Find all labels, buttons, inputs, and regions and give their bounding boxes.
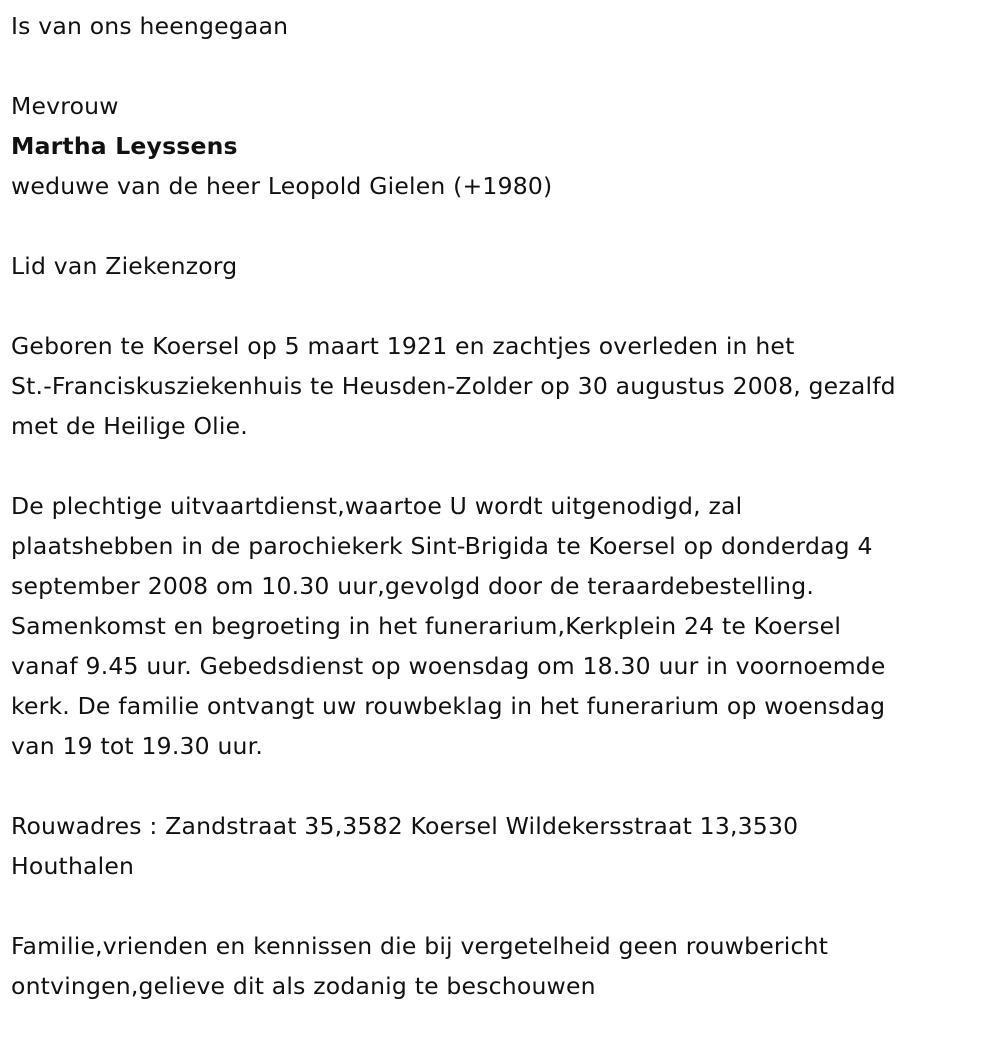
paragraph-line: vanaf 9.45 uur. Gebedsdienst op woensdag om 18.30 uur in voornoemde bbox=[11, 652, 886, 680]
paragraph-line: Geboren te Koersel op 5 maart 1921 en zachtjes overleden in het bbox=[11, 332, 795, 360]
funeral-paragraph bbox=[11, 486, 996, 766]
paragraph-line: Familie,vrienden en kennissen die bij vergetelheid geen rouwbericht bbox=[11, 932, 829, 960]
closing-paragraph bbox=[11, 926, 996, 1006]
paragraph-line: St.-Franciskusziekenhuis te Heusden-Zolder op 30 augustus 2008, gezalfd bbox=[11, 372, 896, 400]
spacer bbox=[11, 446, 1000, 486]
paragraph-line: september 2008 om 10.30 uur,gevolgd door de teraardebestelling. bbox=[11, 572, 815, 600]
birth-death-paragraph bbox=[11, 326, 996, 446]
address-paragraph bbox=[11, 806, 996, 886]
spacer bbox=[11, 766, 1000, 806]
death-notice bbox=[0, 6, 1000, 1044]
paragraph-line: met de Heilige Olie. bbox=[11, 412, 248, 440]
paragraph-line: Samenkomst en begroeting in het funerarium,Kerkplein 24 te Koersel bbox=[11, 612, 842, 640]
paragraph-line: De plechtige uitvaartdienst,waartoe U wordt uitgenodigd, zal bbox=[11, 492, 743, 520]
membership-text: Lid van Ziekenzorg bbox=[11, 252, 238, 280]
paragraph-line: ontvingen,gelieve dit als zodanig te beschouwen bbox=[11, 972, 596, 1000]
widow-text: weduwe van de heer Leopold Gielen (+1980) bbox=[11, 172, 553, 200]
paragraph-line: van 19 tot 19.30 uur. bbox=[11, 732, 264, 760]
paragraph-line: Houthalen bbox=[11, 852, 135, 880]
paragraph-line: plaatshebben in de parochiekerk Sint-Brigida te Koersel op donderdag 4 bbox=[11, 532, 873, 560]
spacer bbox=[11, 46, 1000, 86]
paragraph-line: Rouwadres : Zandstraat 35,3582 Koersel Wildekersstraat 13,3530 bbox=[11, 812, 799, 840]
deceased-name: Martha Leyssens bbox=[11, 132, 238, 160]
salutation-text: Mevrouw bbox=[11, 92, 119, 120]
spacer bbox=[11, 286, 1000, 326]
spacer bbox=[11, 206, 1000, 246]
intro-text: Is van ons heengegaan bbox=[11, 12, 289, 40]
spacer bbox=[11, 886, 1000, 926]
paragraph-line: kerk. De familie ontvangt uw rouwbeklag in het funerarium op woensdag bbox=[11, 692, 886, 720]
